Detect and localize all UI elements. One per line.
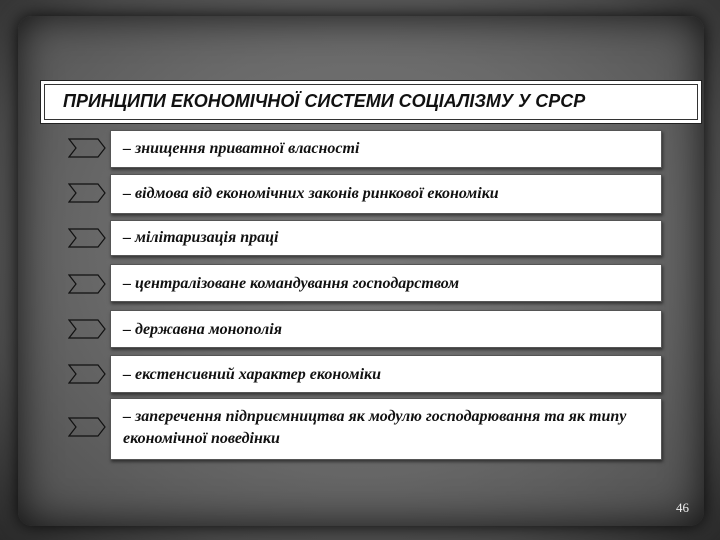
slide-title: ПРИНЦИПИ ЕКОНОМІЧНОЇ СИСТЕМИ СОЦІАЛІЗМУ У СРСР (63, 91, 586, 111)
item-text: – відмова від економічних законів ринкової економіки (123, 185, 499, 202)
item-box (110, 398, 662, 460)
item-box (110, 130, 662, 168)
item-text: – централізоване командування господарством (123, 275, 460, 292)
item-text: – заперечення підприємництва як модулю господарювання та як типу економічної поведінки (123, 408, 627, 447)
item-text: – державна монополія (123, 321, 282, 338)
arrow-bullet-icon (68, 228, 106, 248)
item-text: – мілітаризація праці (123, 229, 279, 246)
item-box (110, 355, 662, 393)
item-box (110, 220, 662, 256)
arrow-bullet-icon (68, 183, 106, 203)
item-text: – екстенсивний характер економіки (123, 366, 382, 383)
item-box (110, 310, 662, 348)
title-box (40, 80, 702, 124)
page-number: 46 (676, 500, 689, 515)
item-text: – знищення приватної власності (123, 140, 360, 157)
item-box (110, 264, 662, 302)
arrow-bullet-icon (68, 417, 106, 437)
arrow-bullet-icon (68, 364, 106, 384)
arrow-bullet-icon (68, 319, 106, 339)
arrow-bullet-icon (68, 274, 106, 294)
arrow-bullet-icon (68, 138, 106, 158)
item-box (110, 174, 662, 214)
